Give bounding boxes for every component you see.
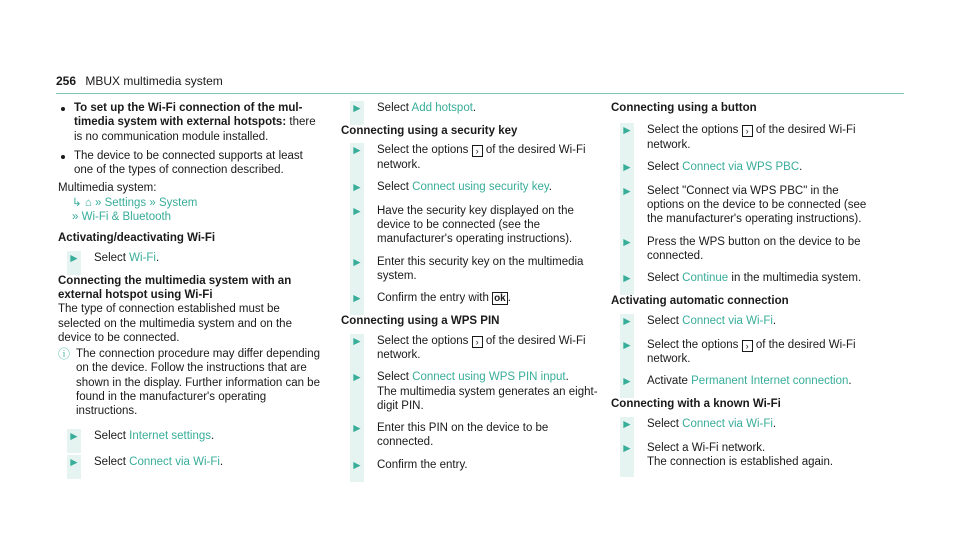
step-arrow-icon: ►: [351, 291, 363, 306]
step-arrow-icon: ►: [621, 374, 633, 389]
heading-security-key: Connecting using a security key: [341, 125, 518, 137]
heading-wps-pin: Connecting using a WPS PIN: [341, 315, 500, 328]
path-settings[interactable]: Settings: [104, 196, 147, 209]
step-select-pbc-device: ► Select "Connect via WPS PBC" in the options on the device to be connected (see the manufacturer's operating instructions).: [611, 184, 873, 227]
page-title: MBUX multimedia system: [85, 74, 223, 88]
step-arrow-icon: ►: [621, 123, 633, 138]
link-permanent-internet[interactable]: Permanent Internet connection: [691, 375, 849, 388]
link-connect-wps-pbc[interactable]: Connect via WPS PBC: [682, 160, 800, 173]
step-arrow-icon: ►: [351, 333, 363, 348]
bullet-requirement-1: To set up the Wi-Fi connection of the multimedia system with external hotspots: there is no communication module installed.: [58, 101, 320, 144]
chevron-right-icon: »: [95, 196, 102, 209]
step-arrow-icon: ►: [621, 271, 633, 286]
step-add-hotspot: ► Select Add hotspot.: [341, 101, 603, 117]
step-arrow-icon: ►: [351, 101, 363, 115]
heading-connecting-hotspot: Connecting the multimedia system with an external hotspot using Wi-Fi: [58, 274, 292, 301]
options-icon: ›: [742, 340, 753, 352]
path-wifi-bluetooth[interactable]: Wi-Fi & Bluetooth: [81, 211, 172, 224]
step-arrow-icon: ►: [621, 440, 633, 455]
step-select-network: ► Select a Wi-Fi network. The connection is established again.: [611, 441, 873, 470]
step-arrow-icon: ►: [621, 416, 633, 431]
step-connect-via-wifi: ► Select Connect via Wi-Fi.: [58, 455, 320, 471]
link-add-hotspot[interactable]: Add hotspot: [411, 102, 473, 114]
path-system[interactable]: System: [158, 196, 198, 209]
step-arrow-icon: ►: [351, 421, 363, 436]
step-arrow-icon: ►: [621, 183, 633, 198]
step-arrow-icon: ►: [621, 159, 633, 174]
menu-path: [58, 196, 320, 225]
link-wifi[interactable]: Wi-Fi: [129, 251, 156, 264]
step-enter-key: ► Enter this security key on the multimedia system.: [341, 255, 603, 284]
page-header: [56, 74, 223, 88]
step-confirm-ok: ► Confirm the entry with ok .: [341, 291, 603, 307]
step-continue: ► Select Continue in the multimedia system.: [611, 271, 873, 287]
step-arrow-icon: ►: [621, 337, 633, 352]
step-connect-wps-pbc: ► Select Connect via WPS PBC.: [611, 160, 873, 176]
step-connect-via-wifi-3: ► Select Connect via Wi-Fi.: [611, 417, 873, 433]
step-connect-via-wifi-2: ► Select Connect via Wi-Fi.: [611, 314, 873, 330]
step-connect-wps-pin: ► Select Connect using WPS PIN input. The multimedia system generates an eight-digit PIN.: [341, 370, 603, 413]
step-select-options: ► Select the options › of the desired Wi-Fi network.: [341, 143, 603, 172]
step-have-key: ► Have the security key displayed on the device to be connected (see the manufacturer's operating instructions).: [341, 204, 603, 247]
header-rule: [56, 93, 904, 94]
step-arrow-icon: ►: [68, 454, 80, 469]
link-connect-security-key[interactable]: Connect using security key: [412, 180, 549, 193]
link-connect-via-wifi[interactable]: Connect via Wi-Fi: [129, 455, 220, 468]
chevron-right-icon: »: [149, 196, 156, 209]
heading-button: Connecting using a button: [611, 102, 757, 114]
step-arrow-icon: ►: [68, 428, 80, 443]
connecting-text: The type of connection established must be selected on the multimedia system and on the device to be connected.: [58, 303, 292, 344]
step-select-wifi: ► Select Wi-Fi.: [58, 251, 320, 267]
step-enter-pin: ► Enter this PIN on the device to be connected.: [341, 421, 603, 450]
step-arrow-icon: ►: [351, 457, 363, 472]
heading-auto-connection: Activating automatic connection: [611, 295, 789, 308]
heading-known-wifi: Connecting with a known Wi-Fi: [611, 398, 781, 411]
path-label: Multimedia system:: [58, 182, 157, 195]
ok-icon: ok: [494, 293, 506, 305]
bullet-requirement-2: The device to be connected supports at least one of the types of connection described.: [58, 149, 320, 178]
step-activate-permanent: ► Activate Permanent Internet connection.: [611, 374, 873, 390]
step-press-wps: ► Press the WPS button on the device to be connected.: [611, 235, 873, 264]
step-arrow-icon: ►: [351, 203, 363, 218]
column-2: [341, 96, 603, 474]
step-select-options-3: ► Select the options › of the desired Wi-Fi network.: [611, 123, 873, 152]
column-1: [58, 96, 320, 471]
step-select-options-2: ► Select the options › of the desired Wi-Fi network.: [341, 334, 603, 363]
link-internet-settings[interactable]: Internet settings: [129, 429, 211, 442]
step-confirm: ► Confirm the entry.: [341, 458, 603, 474]
step-connect-security-key: ► Select Connect using security key.: [341, 180, 603, 196]
info-icon: ⓘ: [58, 347, 71, 362]
return-arrow-icon: ↳: [72, 196, 82, 209]
options-icon: ›: [472, 336, 483, 348]
link-connect-via-wifi-2[interactable]: Connect via Wi-Fi: [682, 314, 773, 327]
link-connect-wps-pin[interactable]: Connect using WPS PIN input: [412, 371, 566, 384]
step-arrow-icon: ►: [68, 250, 80, 265]
page-number: 256: [56, 74, 77, 88]
step-arrow-icon: ►: [351, 179, 363, 194]
options-icon: ›: [742, 125, 753, 137]
step-internet-settings: ► Select Internet settings.: [58, 429, 320, 445]
step-arrow-icon: ►: [351, 143, 363, 158]
step-arrow-icon: ►: [621, 234, 633, 249]
step-select-options-4: ► Select the options › of the desired Wi-Fi network.: [611, 338, 873, 367]
step-arrow-icon: ►: [351, 254, 363, 269]
chevron-right-icon: »: [72, 211, 79, 224]
heading-activating: Activating/deactivating Wi-Fi: [58, 232, 216, 245]
step-arrow-icon: ►: [621, 313, 633, 328]
link-continue[interactable]: Continue: [682, 272, 729, 285]
step-arrow-icon: ►: [351, 370, 363, 385]
column-3: [611, 96, 873, 469]
home-icon: ⌂: [84, 196, 92, 209]
link-connect-via-wifi-3[interactable]: Connect via Wi-Fi: [682, 417, 773, 430]
info-note: ⓘ The connection procedure may differ depending on the device. Follow the instructions that are shown in the display. Further information can be found in the manufacturer's operating instructions.: [58, 347, 321, 418]
options-icon: ›: [472, 145, 483, 157]
